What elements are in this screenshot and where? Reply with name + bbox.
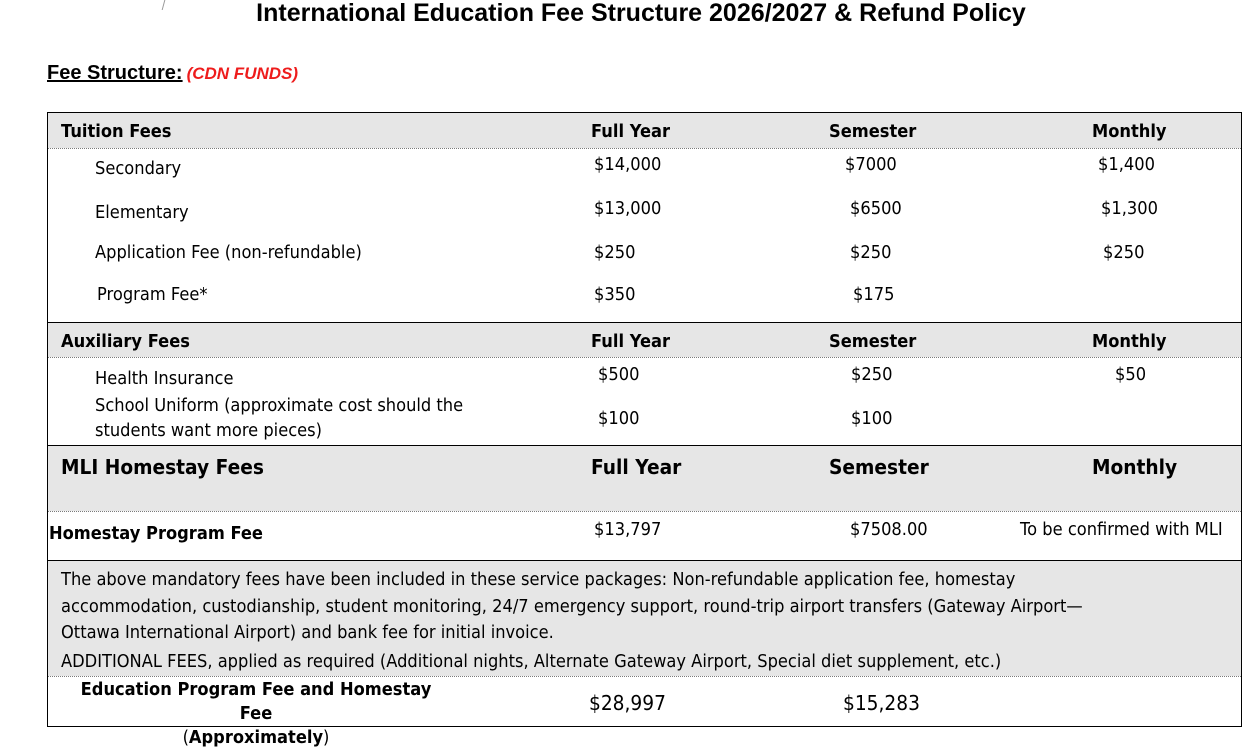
row-full-year: $100	[598, 409, 640, 429]
fee-table	[47, 112, 1242, 748]
total-label	[75, 678, 438, 750]
homestay-heading: MLI Homestay Fees	[61, 455, 264, 479]
notes-bottom-divider	[48, 676, 1241, 677]
row-full-year: $13,000	[594, 199, 662, 219]
fee-structure-heading	[47, 62, 298, 85]
row-semester: $100	[851, 409, 893, 429]
row-label: Application Fee (non-refundable)	[95, 243, 362, 263]
tuition-col-monthly: Monthly	[1092, 122, 1167, 142]
row-label: Elementary	[95, 203, 189, 223]
row-monthly: $250	[1103, 243, 1145, 263]
row-monthly: $1,300	[1101, 199, 1158, 219]
row-monthly: $1,400	[1098, 155, 1155, 175]
row-label-line2: students want more pieces)	[95, 421, 323, 441]
auxiliary-col-full-year: Full Year	[591, 332, 671, 352]
currency-note: (CDN FUNDS)	[186, 64, 299, 83]
row-label-line1: School Uniform (approximate cost should the	[95, 396, 464, 416]
auxiliary-header-divider	[48, 357, 1241, 358]
notes-line: Ottawa International Airport) and bank fee for initial invoice.	[61, 623, 554, 643]
auxiliary-col-semester: Semester	[829, 332, 917, 352]
row-semester: $250	[850, 243, 892, 263]
total-label-line1: Education Program Fee and Homestay Fee	[80, 680, 432, 724]
total-full-year: $28,997	[589, 691, 666, 715]
row-semester: $7508.00	[850, 520, 928, 540]
row-monthly: $50	[1115, 365, 1147, 385]
row-label: Program Fee*	[97, 285, 208, 305]
page-title: International Education Fee Structure 2026/2027 & Refund Policy	[256, 0, 1026, 27]
notes-line: The above mandatory fees have been included in these service packages: Non-refundable application fee, homestay	[61, 570, 1016, 590]
row-full-year: $13,797	[594, 520, 662, 540]
auxiliary-col-monthly: Monthly	[1092, 332, 1167, 352]
homestay-header-divider	[48, 511, 1241, 512]
row-monthly: To be confirmed with MLI	[1020, 520, 1223, 540]
total-label-approx: Approximately	[188, 728, 324, 748]
notes-text	[61, 567, 1149, 675]
row-full-year: $14,000	[594, 155, 662, 175]
row-full-year: $500	[598, 365, 640, 385]
row-semester: $7000	[845, 155, 897, 175]
notes-line: ADDITIONAL FEES, applied as required (Additional nights, Alternate Gateway Airport, Special diet supplement, etc.)	[61, 651, 1002, 672]
row-full-year: $250	[594, 243, 636, 263]
tuition-header-divider	[48, 148, 1241, 149]
row-full-year: $350	[594, 285, 636, 305]
tuition-col-full-year: Full Year	[591, 122, 671, 142]
homestay-col-full-year: Full Year	[591, 455, 682, 479]
homestay-program-label: Homestay Program Fee	[49, 524, 263, 544]
notes-line: accommodation, custodianship, student monitoring, 24/7 emergency support, round-trip airport transfers (Gateway Airport—	[61, 596, 1083, 617]
homestay-col-monthly: Monthly	[1092, 455, 1178, 479]
row-semester: $250	[851, 365, 893, 385]
tuition-heading: Tuition Fees	[61, 122, 172, 142]
row-label: Secondary	[95, 159, 182, 179]
auxiliary-heading: Auxiliary Fees	[61, 332, 190, 352]
tuition-col-semester: Semester	[829, 122, 917, 142]
total-label-line2: (Approximately)	[182, 728, 330, 748]
row-semester: $6500	[850, 199, 902, 219]
total-semester: $15,283	[843, 691, 920, 715]
homestay-col-semester: Semester	[829, 455, 929, 479]
row-semester: $175	[853, 285, 895, 305]
row-label: Health Insurance	[95, 369, 234, 389]
fee-structure-label: Fee Structure:	[47, 62, 183, 84]
